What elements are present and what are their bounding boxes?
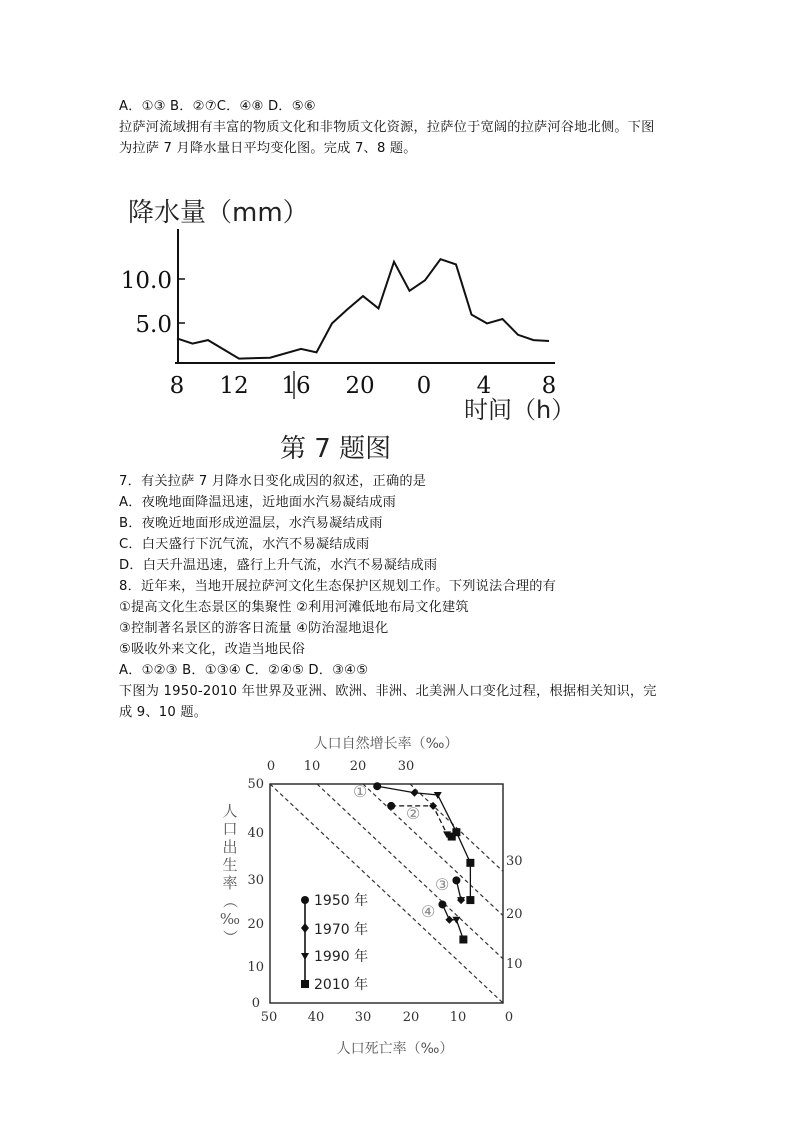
q8-stem: 8．近年来，当地开展拉萨河文化生态保护区规划工作。下列说法合理的有 xyxy=(119,579,556,594)
doc-line-intro1: 拉萨河流域拥有丰富的物质文化和非物质文化资源，拉萨位于宽阔的拉萨河谷地北侧。下图 xyxy=(119,120,655,135)
population-point-1-6 xyxy=(466,896,474,904)
doc-line-intro2: 为拉萨 7 月降水量日平均变化图。完成 7、8 题。 xyxy=(119,141,417,156)
rainfall-xtick-3: 20 xyxy=(345,373,375,399)
rainfall-line xyxy=(177,259,549,358)
rainfall-xtick-2: 16 xyxy=(281,373,311,399)
rainfall-xtick-5: 4 xyxy=(476,373,492,399)
population-point-1-5 xyxy=(466,859,474,867)
population-xtick-10: 10 xyxy=(449,1010,467,1025)
population-point-3-1 xyxy=(452,876,460,884)
population-ylabel-vertical xyxy=(220,802,240,945)
population-ylabel-char: （ xyxy=(221,893,239,909)
population-point-4-1 xyxy=(438,900,446,908)
population-series-line-4 xyxy=(442,904,463,939)
region-label-2: ② xyxy=(406,804,421,823)
population-point-4-4 xyxy=(459,935,467,943)
population-top-tick-1: 10 xyxy=(303,759,321,774)
population-xtick-0: 0 xyxy=(504,1010,514,1025)
rainfall-xtick-0: 8 xyxy=(169,373,185,399)
doc-line-opts6: A．①③ B．②⑦C．④⑧ D．⑤⑥ xyxy=(119,99,316,114)
population-ytick-50: 50 xyxy=(247,777,264,792)
q8-statements-3: ⑤吸收外来文化，改造当地民俗 xyxy=(119,642,306,657)
legend-label-2010: 2010 年 xyxy=(314,977,369,993)
region-label-1: ① xyxy=(353,782,368,801)
population-xtick-50: 50 xyxy=(260,1010,278,1025)
population-ytick-30: 30 xyxy=(247,873,264,888)
legend-marker-1950 xyxy=(301,896,309,904)
q7-option-a: A．夜晚地面降温迅速，近地面水汽易凝结成雨 xyxy=(119,495,396,510)
rainfall-xlabel: 时间（h） xyxy=(464,396,576,424)
population-xtick-30: 30 xyxy=(354,1010,372,1025)
q8-options: A．①②③ B．①③④ C．②④⑤ D．③④⑤ xyxy=(119,663,369,678)
population-top-tick-2: 20 xyxy=(349,759,367,774)
population-ytick-40: 40 xyxy=(247,826,264,841)
rainfall-ylabel: 降水量（mm） xyxy=(128,198,309,228)
legend-label-1990: 1990 年 xyxy=(314,949,369,965)
population-point-1-2 xyxy=(410,789,418,797)
population-ylabel-char: ‰ xyxy=(219,910,241,928)
q8-statements-1: ①提高文化生态景区的集聚性 ②利用河滩低地布局文化建筑 xyxy=(119,600,469,615)
doc-line-intro4: 成 9、10 题。 xyxy=(119,705,208,720)
population-ytick-20: 20 xyxy=(247,917,264,932)
legend-marker-1990 xyxy=(301,953,309,960)
population-series-line-2 xyxy=(391,806,452,837)
population-xtick-20: 20 xyxy=(402,1010,420,1025)
population-point-4-2 xyxy=(445,916,453,924)
population-ylabel-char: 人 xyxy=(222,802,238,820)
population-xtick-40: 40 xyxy=(307,1010,325,1025)
legend-marker-1970 xyxy=(301,923,309,933)
rainfall-xtick-4: 0 xyxy=(416,373,432,399)
population-top-tick-0: 0 xyxy=(266,759,276,774)
population-ytick-0: 0 xyxy=(251,996,260,1011)
population-point-1-3 xyxy=(434,792,442,799)
rainfall-chart xyxy=(110,185,590,470)
rainfall-ytick-label-10: 10.0 xyxy=(120,268,172,294)
population-ylabel-char: 出 xyxy=(222,838,238,856)
q8-statements-2: ③控制著名景区的游客日流量 ④防治湿地退化 xyxy=(119,621,389,636)
population-point-2-1 xyxy=(387,802,395,810)
population-xlabel: 人口死亡率（‰） xyxy=(336,1041,454,1057)
rainfall-ytick-label-5: 5.0 xyxy=(135,312,172,338)
population-ylabel-char: ） xyxy=(221,929,239,945)
population-ytick-10: 10 xyxy=(247,960,264,975)
population-chart xyxy=(210,728,550,1063)
legend-marker-2010 xyxy=(301,980,309,988)
diagonal-30 xyxy=(410,784,550,1003)
population-ylabel-char: 生 xyxy=(222,856,238,874)
population-top-axis-label: 人口自然增长率（‰） xyxy=(313,736,459,752)
rainfall-xtick-1: 12 xyxy=(219,373,249,399)
q7-option-b: B．夜晚近地面形成逆温层，水汽易凝结成雨 xyxy=(119,516,383,531)
population-point-2-4 xyxy=(448,833,456,841)
region-label-4: ④ xyxy=(421,902,436,921)
legend-label-1970: 1970 年 xyxy=(314,922,369,938)
population-legend xyxy=(301,892,368,993)
q7-option-d: D．白天升温迅速，盛行上升气流，水汽不易凝结成雨 xyxy=(119,558,438,573)
doc-line-intro3: 下图为 1950-2010 年世界及亚洲、欧洲、非洲、北美洲人口变化过程，根据相关知识，完 xyxy=(119,684,657,699)
q7-stem: 7．有关拉萨 7 月降水日变化成因的叙述，正确的是 xyxy=(119,474,427,489)
legend-label-1950: 1950 年 xyxy=(314,893,369,909)
q7-option-c: C．白天盛行下沉气流，水汽不易凝结成雨 xyxy=(119,537,370,552)
rainfall-caption: 第 7 题图 xyxy=(280,434,392,464)
population-right-tick-30: 30 xyxy=(506,854,523,869)
population-point-1-1 xyxy=(373,782,381,790)
population-right-tick-20: 20 xyxy=(506,907,523,922)
population-top-tick-3: 30 xyxy=(397,759,415,774)
rainfall-xtick-6: 8 xyxy=(541,373,557,399)
population-ylabel-char: 口 xyxy=(222,820,238,838)
region-label-3: ③ xyxy=(435,875,450,894)
population-right-tick-10: 10 xyxy=(506,957,523,972)
population-ylabel-char: 率 xyxy=(222,874,238,892)
